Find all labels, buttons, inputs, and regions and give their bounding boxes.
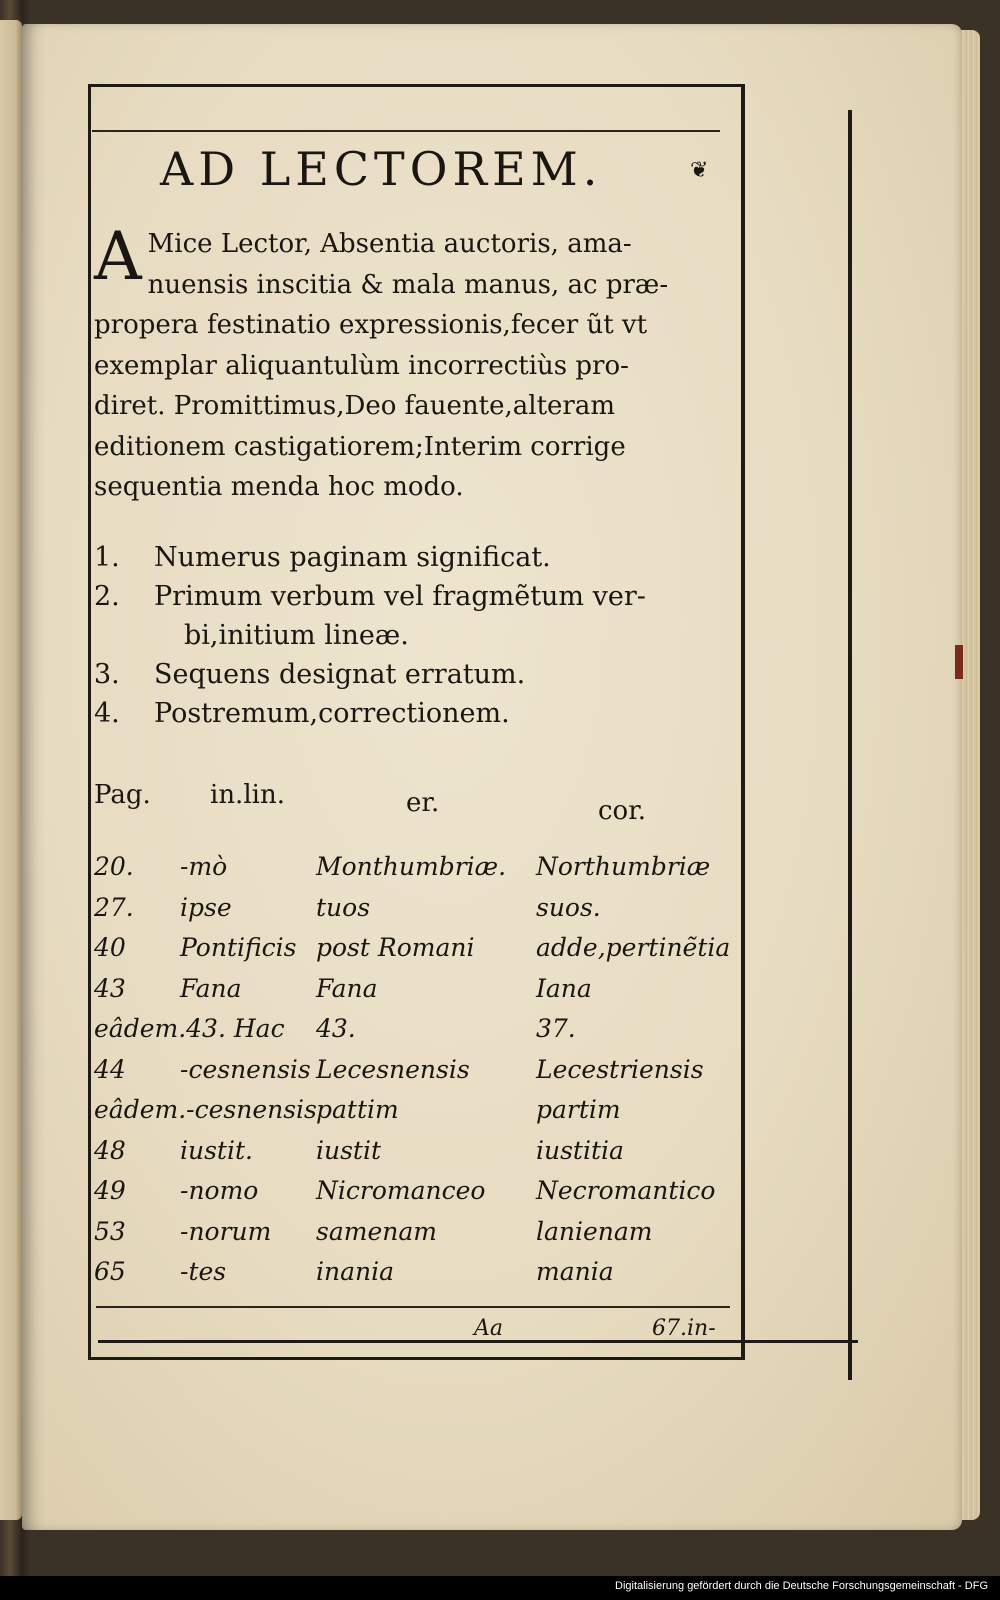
legend-item [94, 538, 734, 577]
cell-in: -tes [180, 1257, 227, 1286]
legend-item [94, 577, 734, 616]
intro-line: exemplar aliquantulùm incorrectiùs pro- [94, 350, 629, 381]
table-row [94, 1217, 734, 1258]
cell-er: Fana [316, 973, 378, 1003]
legend-text: Numerus paginam significat. [154, 542, 551, 573]
cell-er: Nicromanceo [316, 1176, 486, 1205]
table-row [94, 1136, 734, 1177]
intro-line: sequentia menda hoc modo. [94, 472, 464, 502]
cell-in: -mò [180, 852, 228, 881]
cell-er: 43. [316, 1014, 356, 1043]
frame-outer-rule [848, 110, 852, 1380]
table-row [94, 1257, 734, 1298]
legend-item [94, 655, 734, 694]
cell-pag: 27. [94, 892, 134, 922]
cell-pag: 43 [94, 973, 126, 1003]
intro-line: Mice Lector, Absentia auctoris, ama- [147, 229, 632, 259]
catchword: 67.in- [652, 1316, 716, 1341]
legend-text: Sequens designat erratum. [154, 659, 526, 690]
cell-cor: Iana [536, 973, 592, 1003]
cell-er: inania [316, 1257, 395, 1286]
cell-in: ipse [180, 892, 232, 922]
credit-text: Digitalisierung gefördert durch die Deutsche Forschungsgemeinschaft - DFG [615, 1580, 988, 1592]
cell-er: Lecesnensis [316, 1054, 470, 1084]
cell-in: Fana [180, 973, 242, 1003]
cell-cor: lanienam [536, 1216, 653, 1246]
table-row [94, 933, 734, 974]
legend-text: Postremum,correctionem. [154, 698, 510, 729]
table-row [94, 974, 734, 1015]
ornament-icon: ❦ [690, 158, 709, 183]
cell-er: tuos [316, 892, 371, 922]
cell-pag: 40 [94, 933, 126, 962]
cell-in: -cesnensis [180, 1054, 311, 1084]
cell-pag: eâdem.-cesnensis [94, 1095, 317, 1124]
cell-pag: 49 [94, 1176, 126, 1205]
cell-pag: 48 [94, 1135, 126, 1165]
cell-cor: Lecestriensis [536, 1054, 704, 1084]
cell-cor: Northumbriæ [536, 852, 711, 881]
cell-in: iustit. [180, 1135, 253, 1165]
table-row [94, 893, 734, 934]
head-rule [92, 130, 720, 132]
header-pag: Pag. [94, 780, 151, 810]
legend-number: 4. [94, 698, 120, 729]
legend-item-continuation [94, 616, 734, 655]
legend-item [94, 694, 734, 733]
cell-pag: 53 [94, 1216, 126, 1246]
legend-text: Primum verbum vel fragmẽtum ver- [154, 581, 646, 612]
cell-pag: 20. [94, 852, 134, 881]
errata-rows [94, 852, 734, 1298]
table-row [94, 852, 734, 893]
cell-cor: suos. [536, 892, 601, 922]
legend-text: bi,initium lineæ. [184, 620, 409, 651]
signature-mark: Aa [474, 1316, 504, 1341]
header-er: er. [406, 788, 440, 818]
left-page-edge [0, 20, 22, 1520]
legend-number: 3. [94, 659, 120, 690]
cell-er: samenam [316, 1216, 437, 1246]
page-title: AD LECTOREM. [160, 142, 603, 196]
cell-in: -nomo [180, 1176, 259, 1205]
table-row [94, 1095, 734, 1136]
cell-cor: 37. [536, 1014, 576, 1043]
cell-cor: partim [536, 1095, 621, 1124]
drop-cap: A [94, 218, 142, 295]
cell-er: iustit [316, 1135, 382, 1165]
intro-line: nuensis inscitia & mala manus, ac præ- [147, 269, 669, 300]
intro-line: diret. Promittimus,Deo fauente,alteram [94, 391, 616, 421]
legend-number: 2. [94, 581, 120, 612]
legend-number: 1. [94, 542, 120, 573]
foot-rule [96, 1306, 730, 1308]
cell-cor: Necromantico [536, 1176, 716, 1205]
intro-line: propera festinatio expressionis,fecer ũt vt [94, 310, 648, 340]
cell-pag: eâdem.43. Hac [94, 1014, 285, 1043]
cell-cor: iustitia [536, 1135, 624, 1165]
cell-er: post Romani [316, 933, 475, 962]
bookmark-tab [955, 645, 963, 679]
cell-pag: 65 [94, 1257, 126, 1286]
cell-pag: 44 [94, 1054, 126, 1084]
legend-list [94, 538, 734, 733]
header-cor: cor. [598, 796, 647, 826]
cell-in: Pontificis [180, 933, 297, 962]
intro-paragraph [94, 218, 734, 508]
table-row [94, 1176, 734, 1217]
cell-cor: adde,pertinẽtia [536, 933, 731, 962]
cell-cor: mania [536, 1257, 614, 1286]
table-row [94, 1055, 734, 1096]
cell-er: pattim [316, 1095, 399, 1124]
credit-bar [0, 1576, 1000, 1600]
table-row [94, 1014, 734, 1055]
intro-line: editionem castigatiorem;Interim corrige [94, 431, 626, 462]
header-in-lin: in.lin. [210, 780, 285, 810]
cell-er: Monthumbriæ. [316, 852, 507, 881]
cell-in: -norum [180, 1216, 272, 1246]
